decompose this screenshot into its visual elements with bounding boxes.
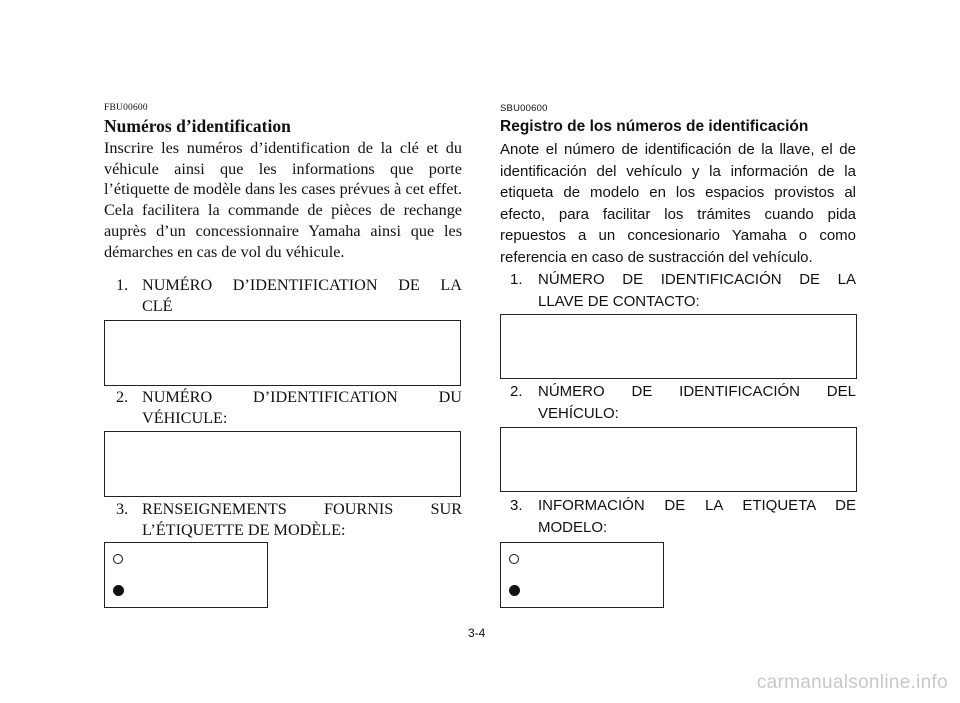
list-item-number: 1. xyxy=(510,271,523,288)
filled-circle-icon xyxy=(509,585,520,596)
list-item-label-line2: MODELO: xyxy=(538,518,608,536)
list-item-label-line1: NUMÉRO D’IDENTIFICATION DU xyxy=(142,388,462,406)
body-paragraph: Anote el número de identificación de la llave, el de identificación del vehículo y la información de la etiqueta de modelo en los espacios provistos al efecto, para facilitar los trámites cuando pida repuestos a un concesionario Yamaha o como referencia en caso de sustracción del vehículo. xyxy=(500,141,856,266)
list-item-key-number xyxy=(510,269,856,312)
section-title: Registro de los números de identificación xyxy=(500,118,809,135)
model-label-field[interactable] xyxy=(500,542,664,608)
list-item-label-line1: RENSEIGNEMENTS FOURNIS SUR xyxy=(142,500,462,518)
list-item-number: 3. xyxy=(116,500,129,518)
model-label-field[interactable] xyxy=(104,542,268,608)
list-item-number: 1. xyxy=(116,276,129,294)
list-item-label-line2: VEHÍCULO: xyxy=(538,404,619,422)
vehicle-number-field[interactable] xyxy=(104,431,461,497)
list-item-label-line1: NÚMERO DE IDENTIFICACIÓN DE LA xyxy=(538,271,856,288)
open-circle-icon xyxy=(509,554,519,564)
list-item-vehicle-number xyxy=(510,381,856,424)
open-circle-icon xyxy=(113,554,123,564)
section-title: Numéros d’identification xyxy=(104,116,291,136)
list-item-model-label xyxy=(116,499,462,540)
list-item-key-number xyxy=(116,275,462,316)
page-number: 3-4 xyxy=(468,626,486,640)
key-number-field[interactable] xyxy=(500,314,857,379)
list-item-model-label xyxy=(510,495,856,538)
list-item-vehicle-number xyxy=(116,387,462,428)
list-item-label-line1: NUMÉRO D’IDENTIFICATION DE LA xyxy=(142,276,462,294)
list-item-label-line1: NÚMERO DE IDENTIFICACIÓN DEL xyxy=(538,383,856,400)
list-item-label-line1: INFORMACIÓN DE LA ETIQUETA DE xyxy=(538,497,856,514)
list-item-number: 2. xyxy=(116,388,129,406)
list-item-label-line2: VÉHICULE: xyxy=(142,408,228,427)
body-paragraph: Inscrire les numéros d’identification de la clé et du véhicule ainsi que les informations que porte l’étiquette de modèle dans les cases prévues à cet effet. Cela facilitera la commande de pièces de rechange auprès d’un concessionnaire Yamaha ainsi que les démarches en cas de vol du véhicule. xyxy=(104,139,462,261)
list-item-label-line2: CLÉ xyxy=(142,296,173,315)
list-item-number: 2. xyxy=(510,383,523,400)
vehicle-number-field[interactable] xyxy=(500,427,857,492)
list-item-number: 3. xyxy=(510,497,523,514)
list-item-label-line2: LLAVE DE CONTACTO: xyxy=(538,292,700,310)
key-number-field[interactable] xyxy=(104,320,461,386)
section-code: SBU00600 xyxy=(500,103,548,114)
filled-circle-icon xyxy=(113,585,124,596)
watermark: carmanualsonline.info xyxy=(756,672,948,693)
list-item-label-line2: L’ÉTIQUETTE DE MODÈLE: xyxy=(142,520,346,539)
section-code: FBU00600 xyxy=(104,103,148,113)
